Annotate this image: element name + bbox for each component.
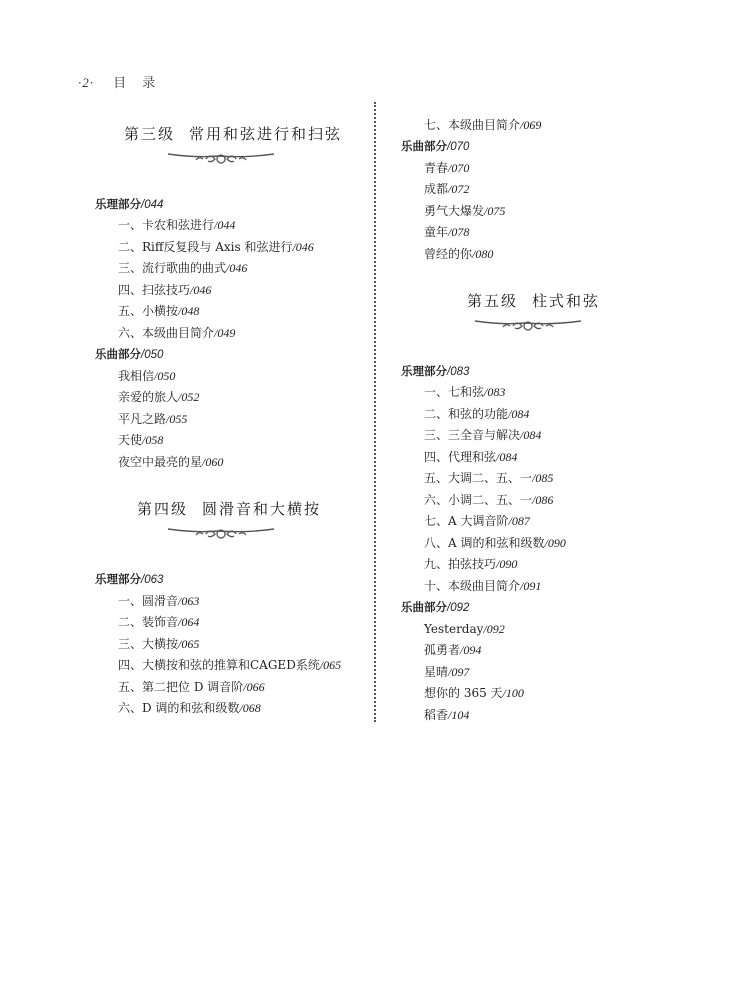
entry-text: 孤勇者 bbox=[424, 643, 461, 657]
section-label: 乐曲部分 bbox=[401, 139, 447, 153]
page-number: /100 bbox=[502, 686, 524, 700]
page-number: /090 bbox=[496, 557, 518, 571]
toc-entry[interactable] bbox=[424, 493, 553, 507]
toc-entry[interactable] bbox=[424, 622, 505, 636]
page-number: /086 bbox=[532, 493, 554, 507]
page-number: /058 bbox=[142, 433, 164, 447]
section-songs[interactable] bbox=[401, 600, 469, 615]
ornament-divider-icon bbox=[166, 521, 276, 543]
entry-text: 十、本级曲目简介 bbox=[424, 579, 521, 593]
header-page-number: ·2· bbox=[78, 75, 94, 90]
toc-entry[interactable] bbox=[118, 261, 247, 275]
toc-entry[interactable] bbox=[118, 390, 199, 404]
toc-entry[interactable] bbox=[424, 428, 541, 442]
entry-text: 七、A 大调音阶 bbox=[424, 514, 509, 528]
header-title: 目 录 bbox=[113, 76, 162, 91]
toc-entry[interactable] bbox=[118, 455, 223, 469]
toc-entry[interactable] bbox=[424, 471, 553, 485]
entry-text: 二、装饰音 bbox=[118, 615, 179, 629]
section-label: 乐理部分 bbox=[401, 364, 447, 378]
section-songs[interactable] bbox=[95, 347, 163, 362]
entry-text: 二、Riff反复段与 Axis 和弦进行 bbox=[118, 240, 293, 254]
toc-entry[interactable] bbox=[424, 450, 517, 464]
page-number: /084 bbox=[520, 428, 542, 442]
entry-text: 天使 bbox=[118, 433, 143, 447]
toc-entry[interactable] bbox=[424, 665, 469, 679]
page-number: /069 bbox=[520, 118, 542, 132]
entry-text: 四、大横按和弦的推算和CAGED系统 bbox=[118, 658, 320, 672]
page-number: /078 bbox=[448, 225, 470, 239]
chapter-level: 第四级 bbox=[137, 500, 189, 518]
page-number: /084 bbox=[508, 407, 530, 421]
chapter-name: 圆滑音和大横按 bbox=[202, 500, 322, 518]
section-theory[interactable] bbox=[95, 572, 163, 587]
ornament-divider-icon bbox=[166, 146, 276, 168]
toc-entry[interactable] bbox=[118, 701, 261, 715]
toc-entry[interactable] bbox=[424, 385, 505, 399]
page-number: /094 bbox=[460, 643, 482, 657]
entry-text: 平凡之路 bbox=[118, 412, 167, 426]
entry-text: 二、和弦的功能 bbox=[424, 407, 509, 421]
entry-text: 三、三全音与解决 bbox=[424, 428, 521, 442]
chapter-name: 柱式和弦 bbox=[532, 292, 601, 310]
toc-entry[interactable] bbox=[424, 118, 541, 132]
page-number: /060 bbox=[202, 455, 224, 469]
page-number: /092 bbox=[447, 602, 470, 614]
toc-entry[interactable] bbox=[118, 326, 235, 340]
page-number: /044 bbox=[214, 218, 236, 232]
toc-entry[interactable] bbox=[424, 407, 529, 421]
entry-text: 稻香 bbox=[424, 708, 449, 722]
page-number: /048 bbox=[178, 304, 200, 318]
page-number: /055 bbox=[166, 412, 188, 426]
section-label: 乐理部分 bbox=[95, 197, 141, 211]
entry-text: 五、小横按 bbox=[118, 304, 179, 318]
entry-text: 一、圆滑音 bbox=[118, 594, 179, 608]
page-number: /083 bbox=[484, 385, 506, 399]
toc-entry[interactable] bbox=[118, 637, 199, 651]
toc-entry[interactable] bbox=[118, 680, 265, 694]
page-number: /046 bbox=[292, 240, 314, 254]
section-theory[interactable] bbox=[95, 197, 163, 212]
chapter-3-title bbox=[124, 123, 342, 144]
section-label: 乐曲部分 bbox=[401, 600, 447, 614]
page-number: /064 bbox=[178, 615, 200, 629]
page-number: /063 bbox=[141, 574, 164, 586]
entry-text: 曾经的你 bbox=[424, 247, 473, 261]
chapter-level: 第五级 bbox=[467, 292, 519, 310]
page-number: /091 bbox=[520, 579, 542, 593]
column-divider bbox=[374, 102, 376, 722]
toc-entry[interactable] bbox=[118, 283, 211, 297]
entry-text: 成都 bbox=[424, 182, 449, 196]
section-theory[interactable] bbox=[401, 364, 469, 379]
entry-text: 亲爱的旅人 bbox=[118, 390, 179, 404]
section-songs[interactable] bbox=[401, 139, 469, 154]
page-number: /050 bbox=[154, 369, 176, 383]
toc-entry[interactable] bbox=[118, 615, 199, 629]
page-number: /097 bbox=[448, 665, 470, 679]
toc-entry[interactable] bbox=[118, 240, 314, 254]
page-number: /083 bbox=[447, 366, 470, 378]
page-number: /046 bbox=[226, 261, 248, 275]
page-number: /104 bbox=[448, 708, 470, 722]
page-number: /072 bbox=[448, 182, 470, 196]
entry-text: 三、流行歌曲的曲式 bbox=[118, 261, 227, 275]
page-number: /092 bbox=[483, 622, 505, 636]
page-number: /044 bbox=[141, 199, 164, 211]
page-number: /052 bbox=[178, 390, 200, 404]
toc-entry[interactable] bbox=[118, 594, 199, 608]
entry-text: 青春 bbox=[424, 161, 449, 175]
toc-entry[interactable] bbox=[118, 218, 235, 232]
chapter-5-title bbox=[467, 290, 600, 311]
entry-text: 八、A 调的和弦和级数 bbox=[424, 536, 545, 550]
toc-entry[interactable] bbox=[424, 708, 469, 722]
toc-entry[interactable] bbox=[118, 304, 199, 318]
entry-text: 我相信 bbox=[118, 369, 155, 383]
page-number: /066 bbox=[243, 680, 265, 694]
entry-text: 六、D 调的和弦和级数 bbox=[118, 701, 240, 715]
section-label: 乐曲部分 bbox=[95, 347, 141, 361]
page-number: /063 bbox=[178, 594, 200, 608]
page-number: /065 bbox=[319, 658, 342, 672]
entry-text: 五、大调二、五、一 bbox=[424, 471, 533, 485]
page-number: /090 bbox=[544, 536, 566, 550]
page-number: /070 bbox=[447, 141, 470, 153]
entry-text: 一、卡农和弦进行 bbox=[118, 218, 215, 232]
toc-entry[interactable] bbox=[424, 182, 469, 196]
entry-text: 童年 bbox=[424, 225, 449, 239]
entry-text: 星晴 bbox=[424, 665, 449, 679]
entry-text: 六、小调二、五、一 bbox=[424, 493, 533, 507]
entry-text: 四、扫弦技巧 bbox=[118, 283, 191, 297]
running-header bbox=[78, 72, 161, 91]
toc-entry[interactable] bbox=[118, 658, 341, 672]
chapter-4-title bbox=[137, 498, 321, 519]
toc-entry[interactable] bbox=[424, 557, 517, 571]
toc-entry[interactable] bbox=[424, 514, 530, 528]
entry-text: Yesterday bbox=[424, 622, 484, 636]
entry-text: 夜空中最亮的星 bbox=[118, 455, 203, 469]
toc-entry[interactable] bbox=[118, 369, 175, 383]
toc-entry[interactable] bbox=[424, 536, 566, 550]
toc-entry[interactable] bbox=[424, 225, 469, 239]
page-number: /068 bbox=[239, 701, 261, 715]
page-number: /046 bbox=[190, 283, 212, 297]
entry-text: 五、第二把位 D 调音阶 bbox=[118, 680, 244, 694]
entry-text: 一、七和弦 bbox=[424, 385, 485, 399]
entry-text: 勇气大爆发 bbox=[424, 204, 485, 218]
section-label: 乐理部分 bbox=[95, 572, 141, 586]
toc-entry[interactable] bbox=[424, 161, 469, 175]
entry-text: 四、代理和弦 bbox=[424, 450, 497, 464]
chapter-level: 第三级 bbox=[124, 125, 176, 143]
page-number: /065 bbox=[178, 637, 200, 651]
entry-text: 想你的 365 天 bbox=[424, 686, 503, 700]
toc-entry[interactable] bbox=[118, 412, 187, 426]
toc-entry[interactable] bbox=[424, 247, 493, 261]
toc-entry[interactable] bbox=[424, 686, 524, 700]
ornament-divider-icon bbox=[473, 313, 583, 335]
chapter-name: 常用和弦进行和扫弦 bbox=[189, 125, 343, 143]
page-number: /085 bbox=[532, 471, 554, 485]
page-number: /049 bbox=[214, 326, 236, 340]
entry-text: 七、本级曲目简介 bbox=[424, 118, 521, 132]
toc-entry[interactable] bbox=[118, 433, 163, 447]
entry-text: 三、大横按 bbox=[118, 637, 179, 651]
page-number: /070 bbox=[448, 161, 470, 175]
page-number: /050 bbox=[141, 349, 164, 361]
page-number: /084 bbox=[496, 450, 518, 464]
entry-text: 九、拍弦技巧 bbox=[424, 557, 497, 571]
toc-entry[interactable] bbox=[424, 204, 505, 218]
toc-entry[interactable] bbox=[424, 643, 481, 657]
page-number: /080 bbox=[472, 247, 494, 261]
page-number: /087 bbox=[508, 514, 530, 528]
entry-text: 六、本级曲目简介 bbox=[118, 326, 215, 340]
page-number: /075 bbox=[484, 204, 506, 218]
toc-entry[interactable] bbox=[424, 579, 541, 593]
